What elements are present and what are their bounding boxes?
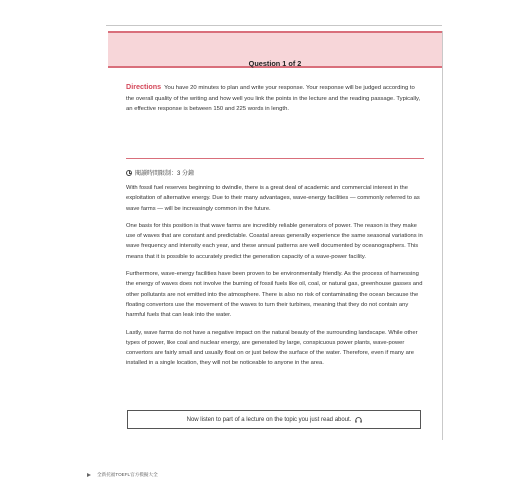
directions-text: You have 20 minutes to plan and write your response. Your response will be judged according to the overall quality of the writing and how well you link the points in the lecture and the reading passage. Typically, an effective response is between 150 and 225 words in length. (126, 85, 421, 113)
lecture-prompt-box (127, 410, 421, 429)
top-rule (106, 25, 442, 26)
headphones-icon (355, 417, 361, 422)
passage-paragraph-3: Furthermore, wave-energy facilities have been proven to be environmentally friendly. As the process of harnessing the energy of waves does not involve the burning of fossil fuels like oil, coal, or natural gas, greenhouse gasses and other pollutants are not emitted into the atmosphere. There is also no risk of contaminating the ocean because the floating convertors use the movement of the waves to turn their turbines, meaning that they do not contain any harmful fuels that can leak into the water. (126, 271, 423, 319)
passage-paragraph-4: Lastly, wave farms do not have a negative impact on the natural beauty of the surrounding landscape. While other types of power, like coal and nuclear energy, are generated by large, conspicuous power plants, wave-power convertors are fairly small and usually float on or just below the surface of the water. Therefore, even if many are installed in a single location, they will not be noticeable to anyone in the area. (126, 329, 418, 367)
directions-divider (126, 158, 424, 159)
reading-timer (126, 168, 194, 177)
reading-passage (126, 183, 424, 376)
question-page (108, 31, 443, 440)
lecture-prompt-text: Now listen to part of a lecture on the topic you just read about. (186, 416, 352, 423)
page-footer (87, 472, 158, 478)
clock-icon (126, 170, 132, 176)
directions-block (126, 82, 424, 115)
question-title: Question 1 of 2 (248, 59, 302, 68)
timer-text: 閱讀時間限制：3 分鐘 (135, 171, 195, 177)
passage-paragraph-2: One basis for this position is that wave farms are incredibly reliable generators of power. The reason is they make use of waves that are constant and predictable. Coastal areas generally experience the same seasonal variations in wave frequency and intensity each year, and these annual patterns are well documented by oceanographers. This means that it is possible to accurately predict the generation capacity of a wave-power facility. (126, 222, 423, 260)
passage-paragraph-1: With fossil fuel reserves beginning to dwindle, there is a great deal of academic and commercial interest in the exploitation of alternative energy. Due to their many advantages, wave-energy facilities — commonly referred to as wave farms — will be increasingly common in the future. (126, 185, 420, 212)
footer-text: 全新托福TOEFL官方模擬大全 (97, 472, 158, 477)
directions-label: Directions (126, 82, 162, 91)
page-triangle-icon (87, 473, 91, 477)
